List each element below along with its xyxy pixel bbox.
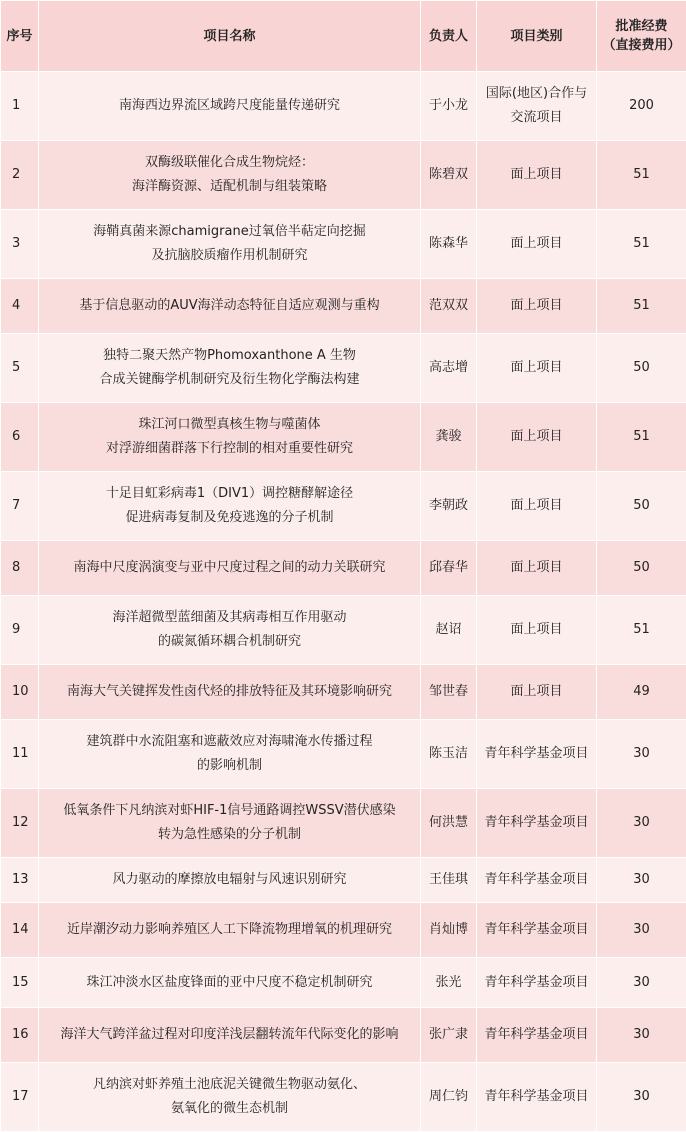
row-index: 9 bbox=[1, 596, 39, 665]
category-line: 面上项目 bbox=[481, 618, 592, 642]
project-name-line: 转为急性感染的分子机制 bbox=[43, 823, 416, 847]
project-name-line: 海洋超微型蓝细菌及其病毒相互作用驱动 bbox=[43, 606, 416, 630]
table-row bbox=[1, 958, 686, 1008]
table-row bbox=[1, 858, 686, 903]
row-funding: 30 bbox=[597, 1063, 686, 1132]
row-category bbox=[477, 1008, 597, 1063]
header-category: 项目类别 bbox=[477, 1, 597, 72]
row-category bbox=[477, 403, 597, 472]
project-name-line: 独特二聚天然产物Phomoxanthone A 生物 bbox=[43, 344, 416, 368]
row-leader: 范双双 bbox=[421, 279, 477, 334]
table-row bbox=[1, 789, 686, 858]
row-leader: 陈玉洁 bbox=[421, 720, 477, 789]
project-name-line: 南海中尺度涡演变与亚中尺度过程之间的动力关联研究 bbox=[43, 556, 416, 580]
row-project-name bbox=[39, 858, 421, 903]
header-project-name: 项目名称 bbox=[39, 1, 421, 72]
table-row bbox=[1, 210, 686, 279]
header-index: 序号 bbox=[1, 1, 39, 72]
project-name-line: 近岸潮汐动力影响养殖区人工下降流物理增氧的机理研究 bbox=[43, 918, 416, 942]
project-name-line: 珠江河口微型真核生物与噬菌体 bbox=[43, 413, 416, 437]
table-row bbox=[1, 1008, 686, 1063]
row-project-name bbox=[39, 403, 421, 472]
category-line: 青年科学基金项目 bbox=[481, 868, 592, 892]
project-name-line: 海鞘真菌来源chamigrane过氧倍半萜定向挖掘 bbox=[43, 220, 416, 244]
row-funding: 30 bbox=[597, 720, 686, 789]
row-funding: 50 bbox=[597, 334, 686, 403]
row-leader: 陈森华 bbox=[421, 210, 477, 279]
table-row bbox=[1, 472, 686, 541]
row-index: 1 bbox=[1, 72, 39, 141]
table-row bbox=[1, 1063, 686, 1132]
project-name-line: 促进病毒复制及免疫逃逸的分子机制 bbox=[43, 506, 416, 530]
project-name-line: 建筑群中水流阻塞和遮蔽效应对海啸淹水传播过程 bbox=[43, 730, 416, 754]
row-leader: 张光 bbox=[421, 958, 477, 1008]
row-project-name bbox=[39, 789, 421, 858]
category-line: 面上项目 bbox=[481, 494, 592, 518]
category-line: 面上项目 bbox=[481, 232, 592, 256]
project-name-line: 的影响机制 bbox=[43, 754, 416, 778]
row-project-name bbox=[39, 72, 421, 141]
header-funding-line2: （直接费用） bbox=[602, 38, 680, 53]
row-project-name bbox=[39, 141, 421, 210]
row-category bbox=[477, 903, 597, 958]
row-funding: 30 bbox=[597, 903, 686, 958]
project-name-line: 十足目虹彩病毒1（DIV1）调控糖酵解途径 bbox=[43, 482, 416, 506]
row-index: 2 bbox=[1, 141, 39, 210]
row-leader: 张广隶 bbox=[421, 1008, 477, 1063]
category-line: 面上项目 bbox=[481, 163, 592, 187]
category-line: 面上项目 bbox=[481, 356, 592, 380]
row-category bbox=[477, 141, 597, 210]
category-line: 青年科学基金项目 bbox=[481, 742, 592, 766]
row-project-name bbox=[39, 334, 421, 403]
row-category bbox=[477, 472, 597, 541]
project-name-line: 双酶级联催化合成生物烷烃： bbox=[43, 151, 416, 175]
row-category bbox=[477, 279, 597, 334]
row-category bbox=[477, 858, 597, 903]
project-name-line: 的碳氮循环耦合机制研究 bbox=[43, 630, 416, 654]
table-row bbox=[1, 334, 686, 403]
table-row bbox=[1, 279, 686, 334]
row-funding: 50 bbox=[597, 472, 686, 541]
row-funding: 200 bbox=[597, 72, 686, 141]
row-category bbox=[477, 334, 597, 403]
row-category bbox=[477, 210, 597, 279]
row-leader: 高志增 bbox=[421, 334, 477, 403]
row-index: 12 bbox=[1, 789, 39, 858]
project-name-line: 风力驱动的摩擦放电辐射与风速识别研究 bbox=[43, 868, 416, 892]
row-funding: 51 bbox=[597, 279, 686, 334]
category-line: 青年科学基金项目 bbox=[481, 971, 592, 995]
project-name-line: 氨氧化的微生态机制 bbox=[43, 1097, 416, 1121]
row-funding: 51 bbox=[597, 403, 686, 472]
row-funding: 30 bbox=[597, 958, 686, 1008]
row-funding: 51 bbox=[597, 596, 686, 665]
table-row bbox=[1, 403, 686, 472]
row-index: 5 bbox=[1, 334, 39, 403]
category-line: 面上项目 bbox=[481, 294, 592, 318]
row-leader: 邱春华 bbox=[421, 541, 477, 596]
project-name-line: 海洋酶资源、适配机制与组装策略 bbox=[43, 175, 416, 199]
category-line: 国际(地区)合作与 bbox=[481, 82, 592, 106]
row-project-name bbox=[39, 279, 421, 334]
row-project-name bbox=[39, 472, 421, 541]
row-leader: 何洪慧 bbox=[421, 789, 477, 858]
row-category bbox=[477, 789, 597, 858]
project-name-line: 合成关键酶学机制研究及衍生物化学酶法构建 bbox=[43, 368, 416, 392]
project-name-line: 南海西边界流区域跨尺度能量传递研究 bbox=[43, 94, 416, 118]
header-row bbox=[1, 1, 686, 72]
header-funding bbox=[597, 1, 686, 72]
project-name-line: 及抗脑胶质瘤作用机制研究 bbox=[43, 244, 416, 268]
row-category bbox=[477, 72, 597, 141]
row-funding: 50 bbox=[597, 541, 686, 596]
row-project-name bbox=[39, 210, 421, 279]
category-line: 面上项目 bbox=[481, 556, 592, 580]
project-name-line: 凡纳滨对虾养殖土池底泥关键微生物驱动氨化、 bbox=[43, 1073, 416, 1097]
category-line: 交流项目 bbox=[481, 106, 592, 130]
row-index: 17 bbox=[1, 1063, 39, 1132]
row-project-name bbox=[39, 958, 421, 1008]
row-index: 15 bbox=[1, 958, 39, 1008]
table-row bbox=[1, 903, 686, 958]
row-index: 10 bbox=[1, 665, 39, 720]
category-line: 面上项目 bbox=[481, 680, 592, 704]
row-project-name bbox=[39, 1008, 421, 1063]
row-leader: 邹世春 bbox=[421, 665, 477, 720]
row-category bbox=[477, 665, 597, 720]
row-index: 14 bbox=[1, 903, 39, 958]
row-project-name bbox=[39, 1063, 421, 1132]
category-line: 青年科学基金项目 bbox=[481, 811, 592, 835]
row-leader: 陈碧双 bbox=[421, 141, 477, 210]
row-category bbox=[477, 720, 597, 789]
project-name-line: 低氧条件下凡纳滨对虾HIF-1信号通路调控WSSV潜伏感染 bbox=[43, 799, 416, 823]
row-funding: 30 bbox=[597, 1008, 686, 1063]
row-leader: 肖灿博 bbox=[421, 903, 477, 958]
project-name-line: 对浮游细菌群落下行控制的相对重要性研究 bbox=[43, 437, 416, 461]
project-name-line: 南海大气关键挥发性卤代烃的排放特征及其环境影响研究 bbox=[43, 680, 416, 704]
project-name-line: 海洋大气跨洋盆过程对印度洋浅层翻转流年代际变化的影响 bbox=[43, 1023, 416, 1047]
row-funding: 30 bbox=[597, 858, 686, 903]
row-funding: 51 bbox=[597, 210, 686, 279]
row-category bbox=[477, 1063, 597, 1132]
row-project-name bbox=[39, 596, 421, 665]
row-leader: 周仁钧 bbox=[421, 1063, 477, 1132]
row-index: 16 bbox=[1, 1008, 39, 1063]
header-funding-line1: 批准经费 bbox=[615, 19, 667, 34]
row-index: 7 bbox=[1, 472, 39, 541]
row-category bbox=[477, 596, 597, 665]
row-project-name bbox=[39, 903, 421, 958]
row-category bbox=[477, 541, 597, 596]
header-leader: 负责人 bbox=[421, 1, 477, 72]
category-line: 青年科学基金项目 bbox=[481, 1023, 592, 1047]
table-row bbox=[1, 72, 686, 141]
project-name-line: 珠江冲淡水区盐度锋面的亚中尺度不稳定机制研究 bbox=[43, 971, 416, 995]
category-line: 面上项目 bbox=[481, 425, 592, 449]
row-index: 4 bbox=[1, 279, 39, 334]
row-project-name bbox=[39, 665, 421, 720]
row-leader: 于小龙 bbox=[421, 72, 477, 141]
project-name-line: 基于信息驱动的AUV海洋动态特征自适应观测与重构 bbox=[43, 294, 416, 318]
row-funding: 30 bbox=[597, 789, 686, 858]
row-category bbox=[477, 958, 597, 1008]
row-index: 6 bbox=[1, 403, 39, 472]
category-line: 青年科学基金项目 bbox=[481, 1085, 592, 1109]
table-row bbox=[1, 665, 686, 720]
table-row bbox=[1, 596, 686, 665]
row-leader: 李朝政 bbox=[421, 472, 477, 541]
row-project-name bbox=[39, 541, 421, 596]
row-index: 11 bbox=[1, 720, 39, 789]
row-index: 13 bbox=[1, 858, 39, 903]
row-funding: 49 bbox=[597, 665, 686, 720]
row-leader: 龚骏 bbox=[421, 403, 477, 472]
row-project-name bbox=[39, 720, 421, 789]
row-index: 8 bbox=[1, 541, 39, 596]
table-row bbox=[1, 541, 686, 596]
row-leader: 王佳琪 bbox=[421, 858, 477, 903]
row-funding: 51 bbox=[597, 141, 686, 210]
category-line: 青年科学基金项目 bbox=[481, 918, 592, 942]
table-row bbox=[1, 720, 686, 789]
row-index: 3 bbox=[1, 210, 39, 279]
table-row bbox=[1, 141, 686, 210]
row-leader: 赵诏 bbox=[421, 596, 477, 665]
